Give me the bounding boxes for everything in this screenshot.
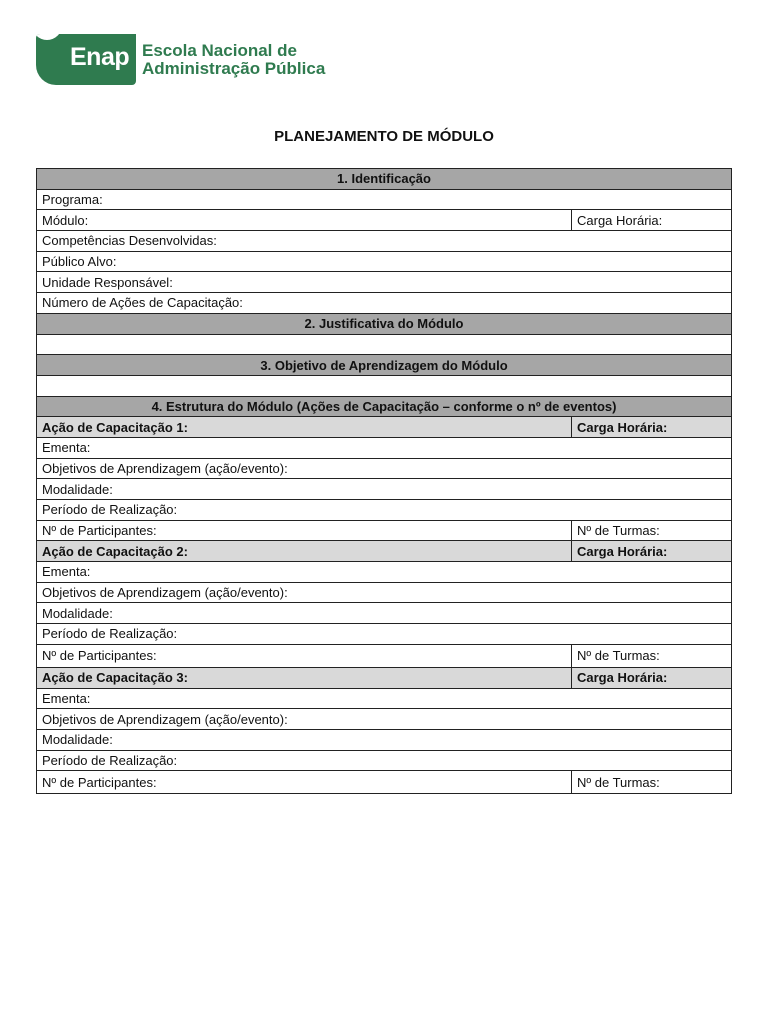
acao-3-turmas[interactable]: Nº de Turmas: bbox=[572, 771, 732, 794]
logo-word: Enap bbox=[70, 43, 130, 71]
acao-1-modalidade[interactable]: Modalidade: bbox=[37, 479, 732, 500]
acao-1-ementa[interactable]: Ementa: bbox=[37, 437, 732, 458]
field-numero-acoes[interactable]: Número de Ações de Capacitação: bbox=[37, 293, 732, 314]
logo-text bbox=[142, 42, 325, 78]
acao-3-carga[interactable]: Carga Horária: bbox=[572, 667, 732, 688]
acao-1-periodo[interactable]: Período de Realização: bbox=[37, 500, 732, 521]
module-planning-form bbox=[36, 168, 732, 794]
acao-1-carga[interactable]: Carga Horária: bbox=[572, 417, 732, 438]
section-4-header: 4. Estrutura do Módulo (Ações de Capacitação – conforme o nº de eventos) bbox=[37, 396, 732, 417]
acao-2-modalidade[interactable]: Modalidade: bbox=[37, 603, 732, 624]
objetivo-area[interactable] bbox=[37, 375, 732, 396]
logo-line-1: Escola Nacional de bbox=[142, 40, 297, 60]
acao-3-title: Ação de Capacitação 3: bbox=[37, 667, 572, 688]
logo-line-2: Administração Pública bbox=[142, 58, 326, 78]
acao-1-participantes[interactable]: Nº de Participantes: bbox=[37, 520, 572, 541]
acao-2-title: Ação de Capacitação 2: bbox=[37, 541, 572, 562]
enap-logo bbox=[36, 34, 325, 85]
acao-2-objetivos[interactable]: Objetivos de Aprendizagem (ação/evento): bbox=[37, 582, 732, 603]
acao-2-turmas[interactable]: Nº de Turmas: bbox=[572, 644, 732, 667]
acao-2-carga[interactable]: Carga Horária: bbox=[572, 541, 732, 562]
acao-2-periodo[interactable]: Período de Realização: bbox=[37, 624, 732, 645]
field-modulo[interactable]: Módulo: bbox=[37, 210, 572, 231]
acao-1-title: Ação de Capacitação 1: bbox=[37, 417, 572, 438]
section-1-header: 1. Identificação bbox=[37, 169, 732, 190]
acao-3-periodo[interactable]: Período de Realização: bbox=[37, 750, 732, 771]
section-2-header: 2. Justificativa do Módulo bbox=[37, 313, 732, 334]
justificativa-area[interactable] bbox=[37, 334, 732, 355]
field-publico-alvo[interactable]: Público Alvo: bbox=[37, 251, 732, 272]
acao-3-modalidade[interactable]: Modalidade: bbox=[37, 729, 732, 750]
document-title: PLANEJAMENTO DE MÓDULO bbox=[274, 128, 494, 145]
acao-2-participantes[interactable]: Nº de Participantes: bbox=[37, 644, 572, 667]
field-carga-horaria[interactable]: Carga Horária: bbox=[572, 210, 732, 231]
acao-2-ementa[interactable]: Ementa: bbox=[37, 562, 732, 583]
field-competencias[interactable]: Competências Desenvolvidas: bbox=[37, 231, 732, 252]
acao-3-objetivos[interactable]: Objetivos de Aprendizagem (ação/evento): bbox=[37, 709, 732, 730]
acao-1-turmas[interactable]: Nº de Turmas: bbox=[572, 520, 732, 541]
acao-3-ementa[interactable]: Ementa: bbox=[37, 688, 732, 709]
section-3-header: 3. Objetivo de Aprendizagem do Módulo bbox=[37, 355, 732, 376]
acao-3-participantes[interactable]: Nº de Participantes: bbox=[37, 771, 572, 794]
acao-1-objetivos[interactable]: Objetivos de Aprendizagem (ação/evento): bbox=[37, 458, 732, 479]
enap-logo-mark bbox=[36, 34, 136, 85]
field-programa[interactable]: Programa: bbox=[37, 189, 732, 210]
field-unidade-responsavel[interactable]: Unidade Responsável: bbox=[37, 272, 732, 293]
